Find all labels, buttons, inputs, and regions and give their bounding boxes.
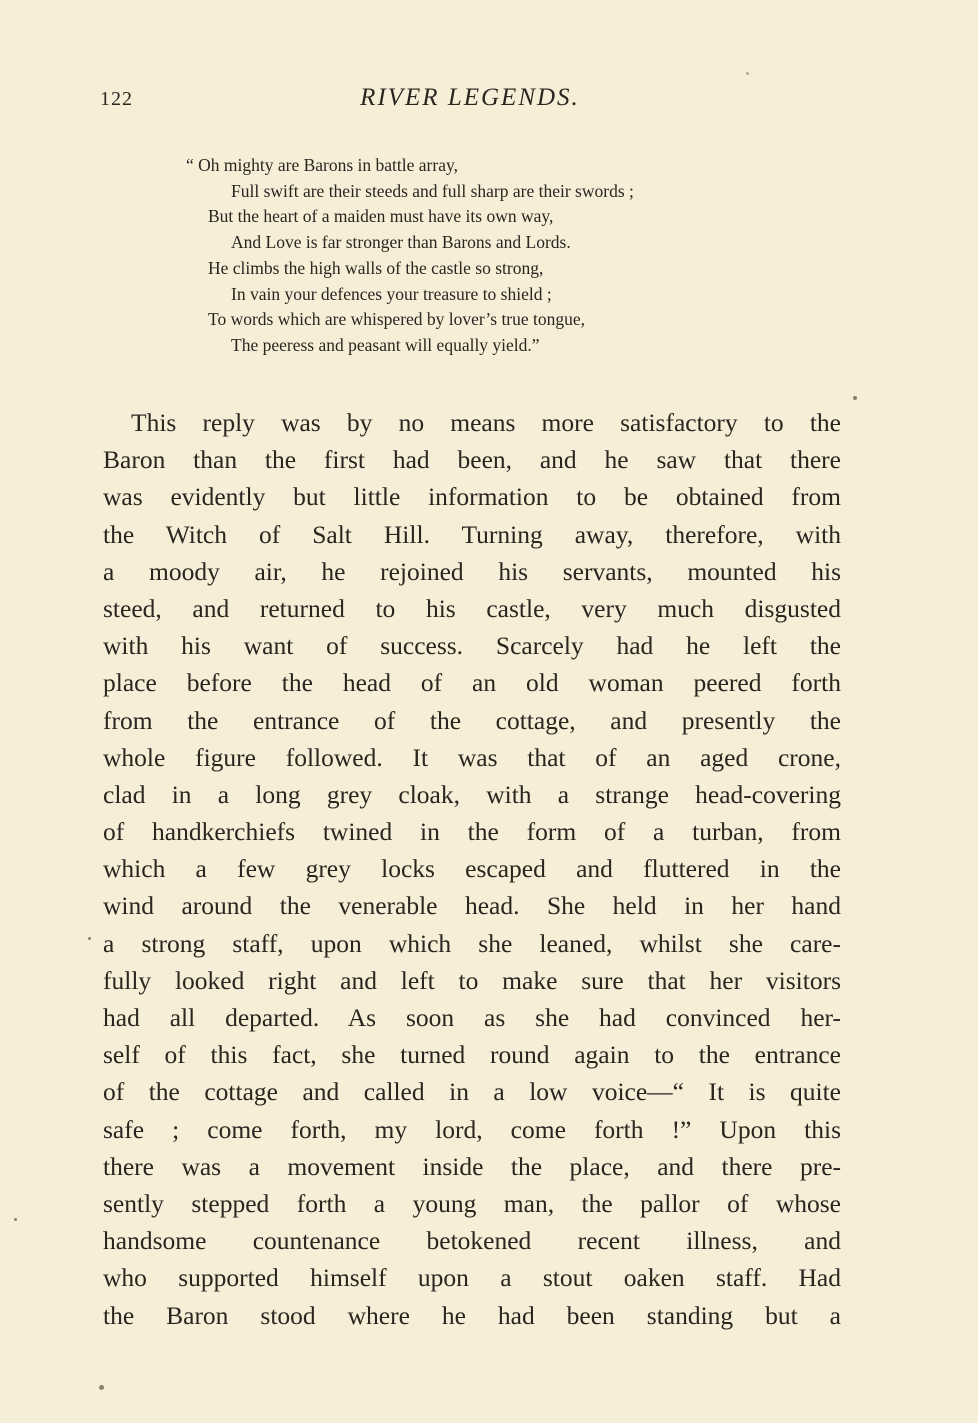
text-line: had all departed. As soon as she had convinced her-: [103, 1003, 841, 1032]
text-line: Baron than the first had been, and he saw that there: [103, 445, 841, 475]
text-line: clad in a long grey cloak, with a strange head-covering: [103, 779, 841, 809]
text-line: who supported himself upon a stout oaken staff. Had: [103, 1263, 841, 1293]
text-line: fully looked right and left to make sure that her visitors: [103, 965, 841, 995]
running-title: RIVER LEGENDS.: [360, 84, 580, 111]
text-line: the Baron stood where he had been standing but a: [103, 1300, 841, 1330]
text-line: of handkerchiefs twined in the form of a turban, from: [103, 817, 841, 847]
verse-line: And Love is far stronger than Barons and Lords.: [231, 232, 571, 253]
text-line: with his want of success. Scarcely had he left the: [103, 631, 841, 661]
text-line: the Witch of Salt Hill. Turning away, therefore, with: [103, 519, 841, 549]
page-number: 122: [100, 88, 133, 110]
text-line: a moody air, he rejoined his servants, mounted his: [103, 556, 841, 586]
verse-line: To words which are whispered by lover’s true tongue,: [208, 309, 586, 330]
text-line: there was a movement inside the place, and there pre-: [103, 1151, 841, 1181]
verse-line: But the heart of a maiden must have its own way,: [208, 206, 554, 227]
paper-speck: [853, 396, 857, 400]
verse-line: In vain your defences your treasure to shield ;: [231, 283, 552, 304]
text-line: This reply was by no means more satisfactory to the: [131, 408, 841, 437]
paper-speck: [746, 72, 749, 75]
verse-line: The peeress and peasant will equally yield.”: [231, 334, 540, 355]
text-line: from the entrance of the cottage, and presently the: [103, 705, 841, 735]
text-line: safe ; come forth, my lord, come forth !” Upon this: [103, 1114, 841, 1144]
verse-line: He climbs the high walls of the castle so strong,: [208, 257, 544, 278]
text-line: of the cottage and called in a low voice—“ It is quite: [103, 1077, 841, 1107]
text-line: handsome countenance betokened recent illness, and: [103, 1226, 841, 1256]
text-line: was evidently but little information to be obtained from: [103, 482, 841, 512]
paper-speck: [99, 1385, 104, 1390]
body-paragraph: [103, 404, 841, 1334]
paper-speck: [14, 1218, 17, 1221]
verse-line: Full swift are their steeds and full sharp are their swords ;: [231, 180, 634, 201]
paper-speck: [88, 937, 91, 940]
text-line: self of this fact, she turned round again to the entrance: [103, 1040, 841, 1070]
text-line: wind around the venerable head. She held in her hand: [103, 891, 841, 921]
verse-stanza: [186, 153, 806, 359]
text-line: whole figure followed. It was that of an aged crone,: [103, 742, 841, 772]
text-line: sently stepped forth a young man, the pallor of whose: [103, 1188, 841, 1218]
text-line: steed, and returned to his castle, very much disgusted: [103, 593, 841, 623]
text-line: place before the head of an old woman peered forth: [103, 668, 841, 698]
verse-line: “ Oh mighty are Barons in battle array,: [186, 155, 458, 175]
text-line: a strong staff, upon which she leaned, whilst she care-: [103, 928, 841, 958]
text-line: which a few grey locks escaped and fluttered in the: [103, 854, 841, 884]
